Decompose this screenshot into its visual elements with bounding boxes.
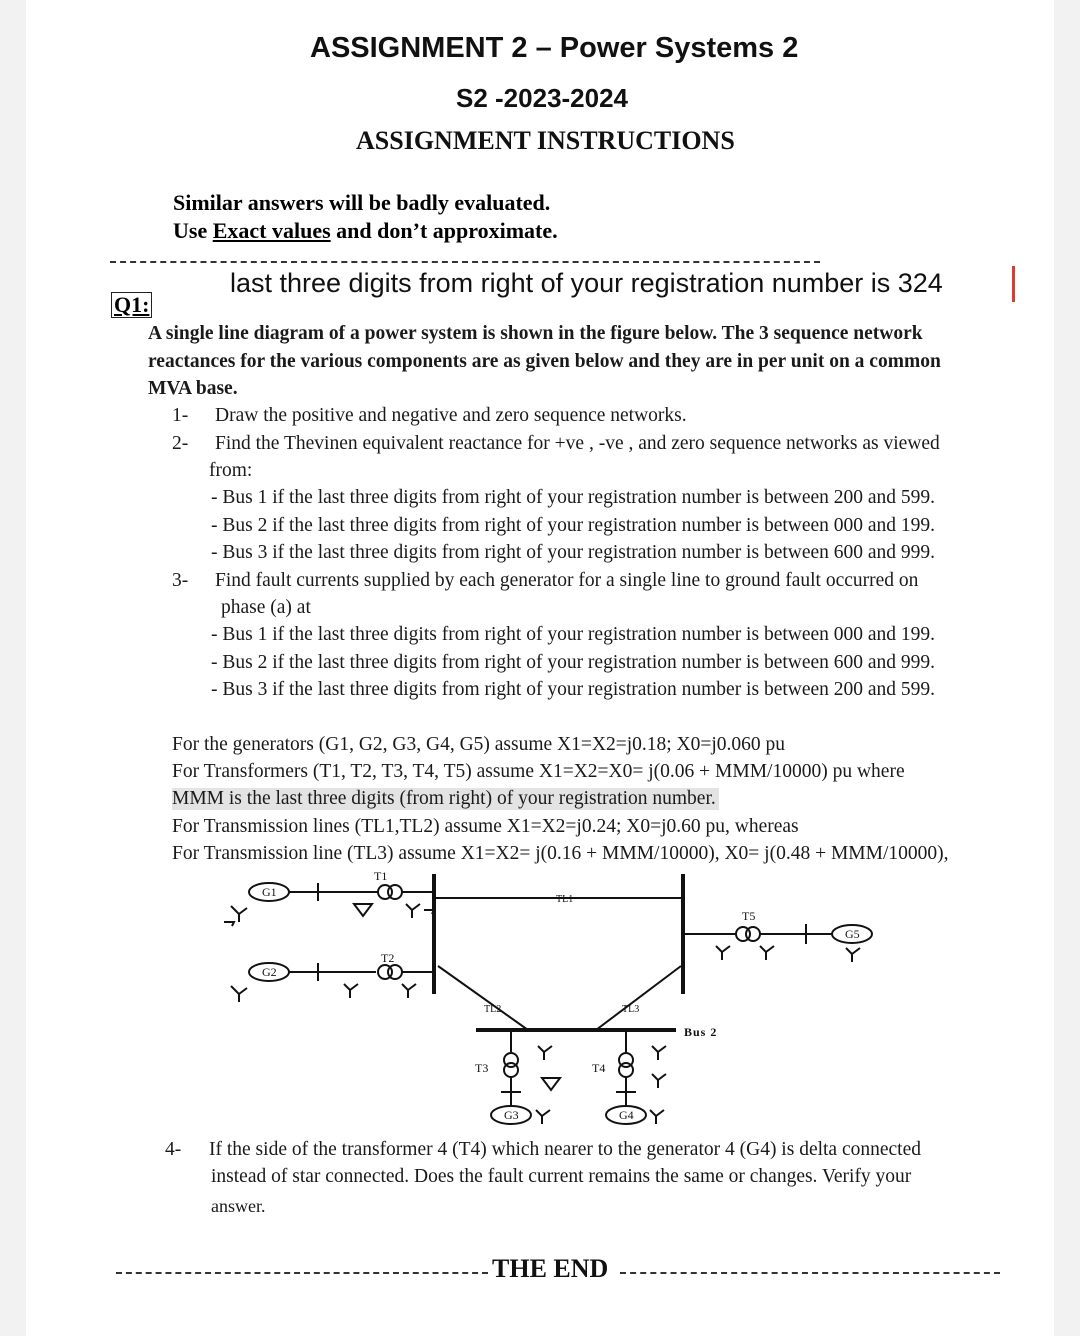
tl1-label: TL1 <box>556 894 574 905</box>
g2-star-icon <box>231 986 247 1002</box>
t3-label: T3 <box>475 1061 489 1075</box>
t1-star-icon <box>406 904 420 918</box>
parameter-mmm-highlight: MMM is the last three digits (from right) of your registration number. <box>172 788 719 810</box>
item-1-text: Draw the positive and negative and zero sequence networks. <box>215 405 687 426</box>
t4-label: T4 <box>592 1061 606 1075</box>
t2-star-icon-2 <box>402 984 416 998</box>
t4-star-icon-2 <box>652 1074 666 1088</box>
item-3-number: 3- <box>172 570 189 591</box>
t5-star-icon-2 <box>760 946 774 960</box>
semester-label: S2 -2023-2024 <box>456 83 629 113</box>
item-4-number: 4- <box>165 1139 182 1160</box>
parameter-generators: For the generators (G1, G2, G3, G4, G5) assume X1=X2=j0.18; X0=j0.060 pu <box>172 734 786 755</box>
the-end-label: THE END <box>492 1254 609 1283</box>
g4-label: G4 <box>619 1108 634 1122</box>
t4-star-icon-1 <box>652 1046 666 1060</box>
single-line-diagram <box>176 866 896 1132</box>
t2-label: T2 <box>381 951 395 965</box>
g2-label: G2 <box>262 965 277 979</box>
instructions-heading: ASSIGNMENT INSTRUCTIONS <box>356 126 735 155</box>
g3-star-icon <box>536 1110 550 1124</box>
item-2-bullet: - Bus 2 if the last three digits from right of your registration number is between 000 and 199. <box>211 515 936 536</box>
footer-divider-left <box>116 1272 488 1274</box>
text-cursor <box>1012 266 1015 302</box>
footer-divider-right <box>620 1272 1000 1274</box>
instruction-suffix: and don’t approximate. <box>330 218 558 243</box>
instruction-prefix: Use <box>173 218 213 243</box>
t3-winding-2 <box>504 1063 518 1077</box>
t5-winding-2 <box>746 927 760 941</box>
question-label: Q1: <box>111 292 152 318</box>
parameter-line-tl3: For Transmission line (TL3) assume X1=X2= j(0.16 + MMM/10000), X0= j(0.48 + MMM/10000), <box>172 843 949 864</box>
item-4-continuation: instead of star connected. Does the fault current remains the same or changes. Verify your <box>211 1166 912 1187</box>
t1-delta-icon <box>354 904 372 916</box>
item-3-bullet: - Bus 3 if the last three digits from right of your registration number is between 200 and 599. <box>211 679 936 700</box>
item-3-bullet: - Bus 1 if the last three digits from right of your registration number is between 000 and 199. <box>211 624 936 645</box>
g1-label: G1 <box>262 885 277 899</box>
g4-star-icon <box>650 1110 664 1124</box>
t2-star-icon-1 <box>344 984 358 998</box>
t3-star-icon <box>538 1046 552 1060</box>
item-4-text: If the side of the transformer 4 (T4) which nearer to the generator 4 (G4) is delta connected <box>209 1139 921 1160</box>
item-2-bullet: - Bus 3 if the last three digits from right of your registration number is between 600 and 999. <box>211 542 936 563</box>
item-3-bullet: - Bus 2 if the last three digits from right of your registration number is between 600 and 999. <box>211 652 936 673</box>
t1-winding-2 <box>388 885 402 899</box>
item-2-continuation: from: <box>209 460 253 481</box>
document-page <box>26 0 1054 1336</box>
top-divider <box>110 261 820 263</box>
t4-winding-2 <box>619 1063 633 1077</box>
parameter-lines-tl1-tl2: For Transmission lines (TL1,TL2) assume X1=X2=j0.24; X0=j0.60 pu, whereas <box>172 816 799 837</box>
tl3-label: TL3 <box>622 1004 640 1015</box>
registration-note: last three digits from right of your registration number is 324 <box>230 268 943 298</box>
bus2-label: Bus 2 <box>684 1025 718 1039</box>
item-2-bullet: - Bus 1 if the last three digits from right of your registration number is between 200 and 599. <box>211 487 936 508</box>
item-3-continuation: phase (a) at <box>221 597 311 618</box>
instruction-line-1: Similar answers will be badly evaluated. <box>173 190 551 215</box>
item-1-number: 1- <box>172 405 189 426</box>
item-2-text: Find the Thevinen equivalent reactance for +ve , -ve , and zero sequence networks as viewed <box>215 433 940 454</box>
exact-values-text: Exact values <box>212 218 331 243</box>
g1-star-icon <box>231 906 247 922</box>
question-intro-line-2: reactances for the various components are as given below and they are in per unit on a common <box>148 351 941 372</box>
parameter-transformers: For Transformers (T1, T2, T3, T4, T5) assume X1=X2=X0= j(0.06 + MMM/10000) pu where <box>172 761 905 782</box>
item-2-number: 2- <box>172 433 189 454</box>
t5-star-icon-1 <box>716 946 730 960</box>
item-4-continuation-2: answer. <box>211 1196 266 1216</box>
instruction-line-2 <box>173 218 558 244</box>
question-intro-line-1: A single line diagram of a power system is shown in the figure below. The 3 sequence network <box>148 323 923 344</box>
tl2-line <box>438 966 528 1030</box>
tl2-label: TL2 <box>484 1004 502 1015</box>
item-3-text: Find fault currents supplied by each generator for a single line to ground fault occurred on <box>215 570 919 591</box>
g5-label: G5 <box>845 927 860 941</box>
assignment-title: ASSIGNMENT 2 – Power Systems 2 <box>310 32 799 64</box>
t2-winding-2 <box>388 965 402 979</box>
t3-delta-icon <box>542 1078 560 1090</box>
tl3-line <box>596 966 681 1030</box>
t1-label: T1 <box>374 869 388 883</box>
question-intro-line-3: MVA base. <box>148 378 238 399</box>
t5-label: T5 <box>742 909 756 923</box>
g3-label: G3 <box>504 1108 519 1122</box>
g5-star-icon <box>846 948 860 962</box>
